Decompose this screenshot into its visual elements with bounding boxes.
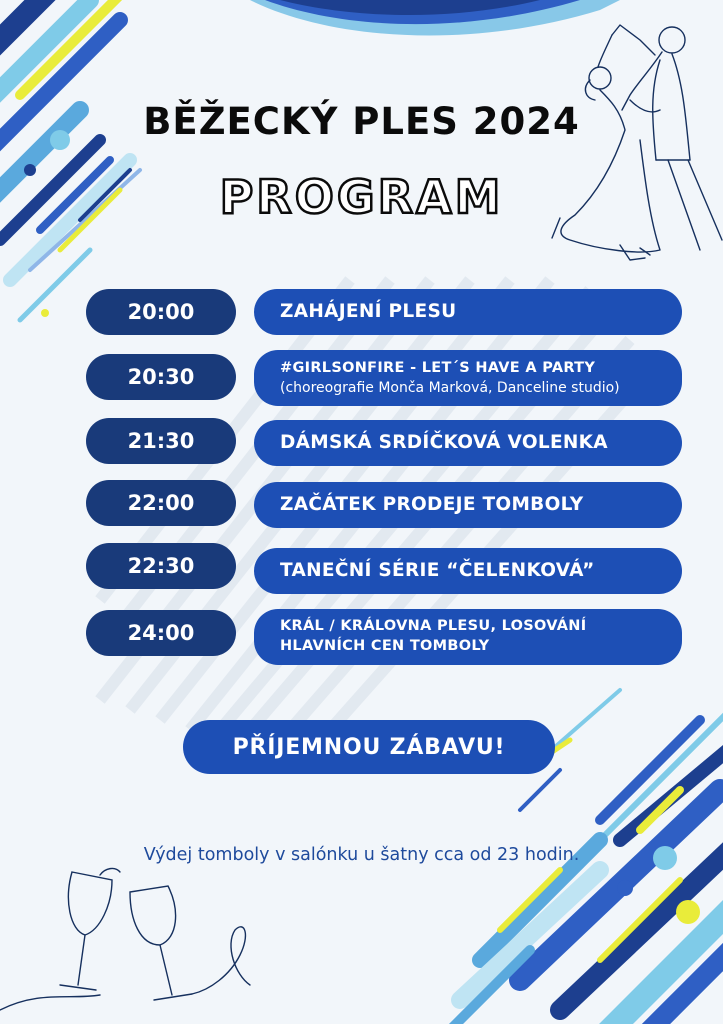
program-time: 21:30 [86,418,236,464]
program-event [254,420,682,466]
program-time: 24:00 [86,610,236,656]
program-time: 20:00 [86,289,236,335]
program-time: 22:00 [86,480,236,526]
program-event [254,482,682,528]
program-event-title: KRÁL / KRÁLOVNA PLESU, LOSOVÁNÍ HLAVNÍCH CEN TOMBOLY [280,618,587,654]
program-event [254,350,682,406]
closing-banner: PŘÍJEMNOU ZÁBAVU! [183,720,555,774]
top-wave [250,0,620,35]
program-event-title: ZAHÁJENÍ PLESU [280,301,457,323]
program-time: 20:30 [86,354,236,400]
wine-glasses-illustration [0,868,250,1010]
tombola-note: Výdej tomboly v salónku u šatny cca od 23 hodin. [143,845,580,865]
program-time: 22:30 [86,543,236,589]
program-event-title: #GIRLSONFIRE - LET´S HAVE A PARTY [280,360,596,377]
program-event [254,609,682,665]
program-event [254,289,682,335]
program-event-detail: (choreografie Monča Marková, Danceline studio) [280,379,620,396]
program-event-title: TANEČNÍ SÉRIE “ČELENKOVÁ” [280,560,595,582]
page-title: BĚŽECKÝ PLES 2024 [143,100,580,143]
page-subtitle: PROGRAM [219,170,504,224]
top-left-streaks [0,0,140,320]
program-event-title: ZAČÁTEK PRODEJE TOMBOLY [280,494,584,516]
program-event-title: DÁMSKÁ SRDÍČKOVÁ VOLENKA [280,432,608,454]
program-event [254,548,682,594]
